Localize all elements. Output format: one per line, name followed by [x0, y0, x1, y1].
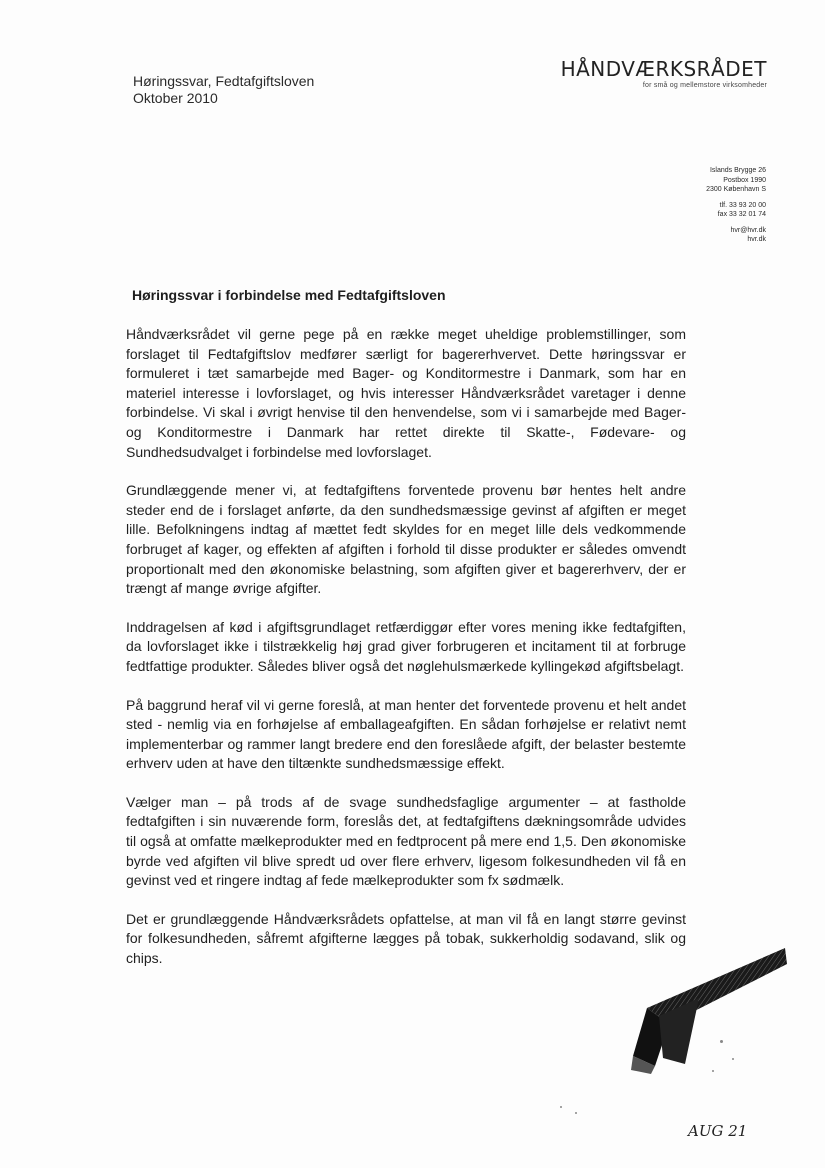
scan-speck: [575, 1112, 577, 1114]
body-paragraph-1: Håndværksrådet vil gerne pege på en række meget uheldige problemstillinger, som forslaget til Fedtafgiftslov medfører særligt for bagererhvervet. Dette høringssvar er formuleret i tæt samarbejde med Bager- og Konditormestre i Danmark, som har en materiel interesse i lovforslaget, og hvis interesser Håndværksrådet varetager i denne forbindelse. Vi skal i øvrigt henvise til den henvendelse, som vi i samarbejde med Bager- og Konditormestre i Danmark har rettet direkte til Skatte-, Fødevare- og Sundhedsudvalget i forbindelse med lovforslaget.: [126, 326, 686, 460]
contact-fax: fax 33 32 01 74: [717, 211, 766, 218]
contact-pobox: Postbox 1990: [723, 176, 766, 184]
body-paragraph-3: Inddragelsen af kød i afgiftsgrundlaget retfærdiggør efter vores mening ikke fedtafgiften, da lovforslaget ikke i tilstrækkelig høj grad giver forbrugeren et incitament til at forbruge fedtfattige produkter. Således bliver også det nøglehulsmærkede kyllingekød afgiftsbelagt.: [126, 618, 686, 674]
scan-speck: [560, 1106, 562, 1108]
document-header: [133, 73, 314, 107]
header-subject: Høringssvar, Fedtafgiftsloven: [133, 73, 315, 89]
handwritten-stamp: AUG 21: [688, 1122, 748, 1140]
body-paragraph-2: Grundlæggende mener vi, at fedtafgiftens forventede provenu bør hentes helt andre steder end de i forslaget anførte, da den sundhedsmæssige gevinst af afgiften er meget lille. Befolkningens indtag af mættet fedt skyldes for en meget lille dels vedkommende forbruget af kager, og effekten af afgiften i forhold til disse produkter er således omvendt proportionalt med den økonomiske belastning, som afgiften giver et bagererhverv, der er trængt af mange øvrige afgifter.: [126, 482, 686, 597]
contact-street: Islands Brygge 26: [709, 167, 766, 174]
body-paragraph-5: Vælger man – på trods af de svage sundhedsfaglige argumenter – at fastholde fedtafgiften i sin nuværende form, foreslås det, at fedtafgiftens dækningsområde udvides til også at omfatte mælkeprodukter med en fedtprocent på mere end 1,5. Den økonomiske byrde ved afgiften vil blive spredt ud over flere erhverv, ligesom folkesundheden vil få en gevinst ved et ringere indtag af fede mælkeprodukter som fx sødmælk.: [126, 793, 686, 889]
organization-name: HÅNDVÆRKSRÅDET: [560, 57, 767, 81]
document-body: [126, 325, 686, 988]
contact-block: [706, 166, 766, 245]
body-paragraph-6: Det er grundlæggende Håndværksrådets opfattelse, at man vil få en langt større gevinst for folkesundheden, såfremt afgifterne lægges på tobak, sukkerholdig sodavand, slik og chips.: [126, 910, 686, 967]
scan-speck: [732, 1058, 734, 1060]
document-heading: Høringssvar i forbindelse med Fedtafgiftsloven: [132, 287, 446, 303]
organization-logo: [561, 58, 767, 89]
header-date: Oktober 2010: [133, 90, 218, 106]
contact-web: hvr.dk: [747, 236, 766, 243]
body-paragraph-4: På baggrund heraf vil vi gerne foreslå, at man henter det forventede provenu et helt andet sted - nemlig via en forhøjelse af emballageafgiften. En sådan forhøjelse er relativt nemt implementerbar og rammer langt bredere end den foreslåede afgift, der belaster bestemte erhverv uden at have den tiltænkte sundhedsmæssige effekt.: [126, 696, 686, 772]
scan-speck: [720, 1040, 723, 1043]
scan-speck: [712, 1070, 714, 1072]
contact-email: hvr@hvr.dk: [730, 226, 766, 234]
organization-tagline: for små og mellemstore virksomheder: [642, 82, 767, 89]
contact-city: 2300 København S: [706, 186, 766, 193]
decorative-ribbon-graphic: [629, 946, 789, 1076]
contact-phone: tlf. 33 93 20 00: [719, 201, 766, 209]
